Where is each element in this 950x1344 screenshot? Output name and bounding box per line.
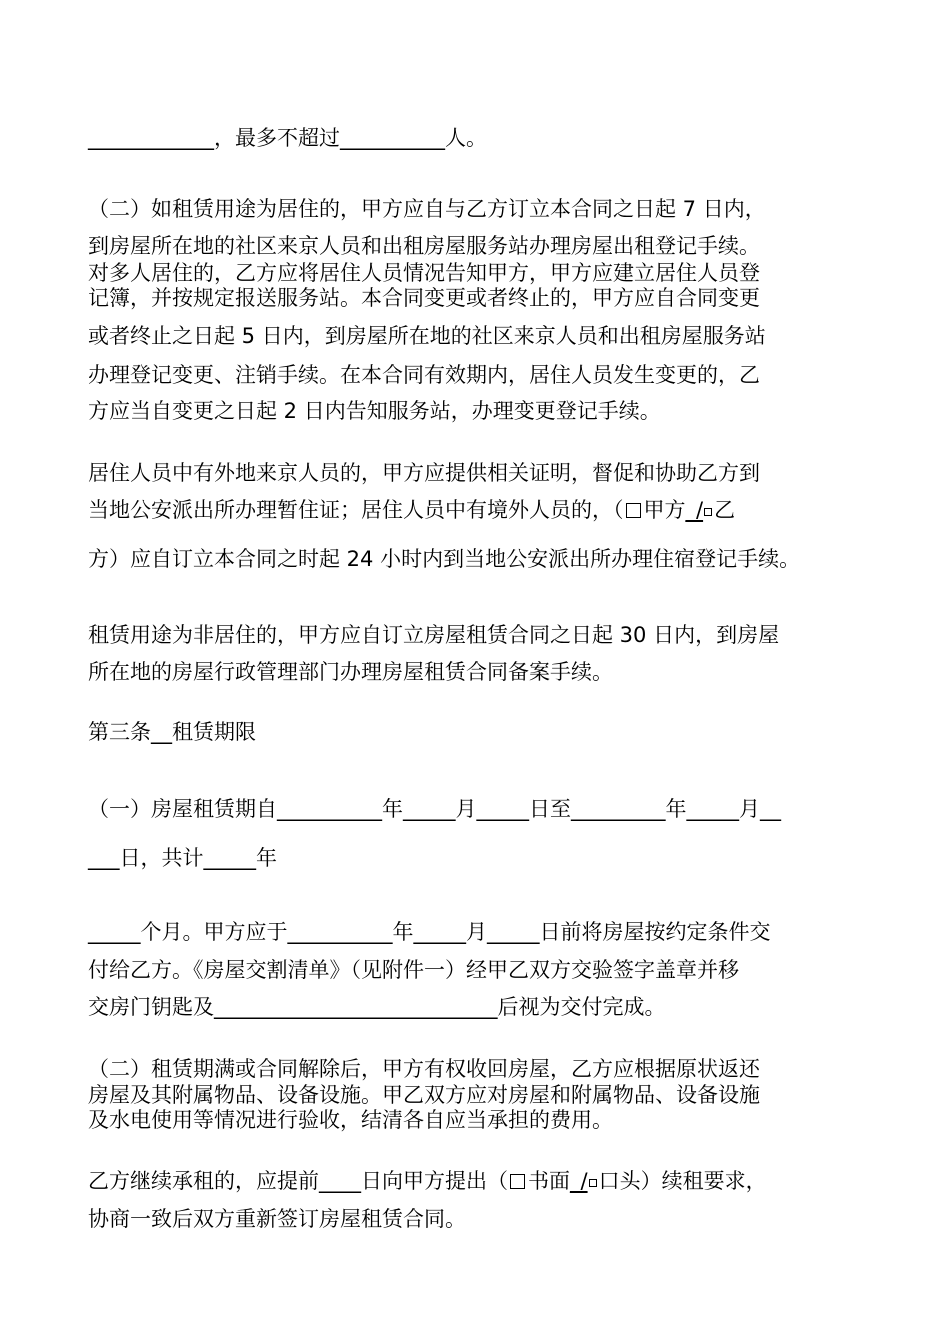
text-segment: 月 [739,797,760,821]
separator: _/ [685,498,704,522]
text-segment: 年 [665,797,687,821]
line-delivery-keys [88,993,666,1023]
blank-field[interactable]: _____ [686,797,739,821]
line-lease-period [88,795,781,825]
text-segment: 交房门钥匙及 [88,995,214,1019]
blank-field[interactable]: __________ [277,797,382,821]
paragraph-line: 对多人居住的，乙方应将居住人员情况告知甲方，甲方应建立居住人员登 [88,261,760,285]
article-heading [88,718,256,748]
blank-field[interactable]: __________ [287,920,393,944]
separator: _/ [570,1169,588,1193]
paragraph-line: （二）租赁期满或合同解除后，甲方有权收回房屋，乙方应根据原状返还 [88,1057,760,1081]
option-label: 口头 [598,1169,641,1193]
paragraph-line: 协商一致后双方重新签订房屋租赁合同。 [88,1207,466,1231]
checkbox-icon[interactable] [510,1174,525,1189]
blank-field[interactable]: ___ [88,846,120,870]
paragraph-line: 方应当自变更之日起 2 日内告知服务站，办理变更登记手续。 [88,399,661,423]
checkbox-icon[interactable] [626,503,641,518]
blank-field[interactable]: _____ [203,846,256,870]
text-segment: 日至 [529,797,571,821]
paragraph-line: 居住人员中有外地来京人员的，甲方应提供相关证明，督促和协助乙方到 [88,461,760,485]
paragraph-line: 方）应自订立本合同之时起 24 小时内到当地公安派出所办理住宿登记手续。 [88,547,801,571]
text-segment: 人。 [445,126,487,150]
blank-field[interactable]: __________ [340,126,445,150]
text-segment: 后视为交付完成。 [497,995,666,1019]
checkbox-icon[interactable] [704,508,712,516]
line-renewal [88,1167,767,1197]
text-segment: 乙方继续承租的，应提前 [88,1169,319,1193]
article-title: 租赁期限 [172,720,256,744]
line-lease-period-cont [88,844,277,874]
option-label: 书面 [528,1169,570,1193]
blank-field: __ [151,720,172,744]
blank-field[interactable]: _____ [476,797,529,821]
line-delivery [88,918,771,948]
article-number: 第三条 [88,720,151,744]
blank-field[interactable]: ____________ [88,126,214,150]
checkbox-icon[interactable] [589,1179,597,1187]
text-segment: 个月。甲方应于 [140,920,288,944]
paragraph-line: 及水电使用等情况进行验收，结清各自应当承担的费用。 [88,1108,613,1132]
blank-field[interactable]: _____ [413,920,466,944]
text-segment: 日向甲方提出（ [361,1169,508,1193]
line-registration-choice [88,496,735,526]
blank-field[interactable]: ____ [319,1169,361,1193]
paragraph-line: 租赁用途为非居住的，甲方应自订立房屋租赁合同之日起 30 日内，到房屋 [88,623,780,647]
text-segment: 年 [392,920,414,944]
paragraph-line: 所在地的房屋行政管理部门办理房屋租赁合同备案手续。 [88,660,613,684]
text-segment: ）续租要求， [640,1169,767,1193]
paragraph-line: （二）如租赁用途为居住的，甲方应自与乙方订立本合同之日起 7 日内， [88,197,766,221]
paragraph-line: 办理登记变更、注销手续。在本合同有效期内，居住人员发生变更的，乙 [88,363,760,387]
line-occupant-limit [88,124,487,154]
text-segment: ，最多不超过 [214,126,340,150]
blank-field[interactable]: ___________________________ [214,995,498,1019]
blank-field[interactable]: _____ [487,920,540,944]
option-label: 甲方 [643,498,686,522]
text-segment: （一）房屋租赁期自 [88,797,277,821]
text-segment: 月 [466,920,487,944]
blank-field[interactable]: _________ [571,797,666,821]
blank-field[interactable]: __ [760,797,781,821]
text-segment: 年 [256,846,277,870]
blank-field[interactable]: _____ [403,797,456,821]
text-segment: 年 [382,797,403,821]
paragraph-line: 记簿，并按规定报送服务站。本合同变更或者终止的，甲方应自合同变更 [88,286,760,310]
paragraph-line: 到房屋所在地的社区来京人员和出租房屋服务站办理房屋出租登记手续。 [88,234,760,258]
text-segment: 日，共计 [119,846,204,870]
paragraph-line: 付给乙方。《房屋交割清单》（见附件一）经甲乙双方交验签字盖章并移 [88,958,739,982]
option-label: 乙 [714,498,736,522]
text-segment: 日前将房屋按约定条件交 [539,920,771,944]
text-segment: 月 [455,797,477,821]
blank-field[interactable]: _____ [88,920,141,944]
paragraph-line: 或者终止之日起 5 日内，到房屋所在地的社区来京人员和出租房屋服务站 [88,324,766,348]
paragraph-line: 房屋及其附属物品、设备设施。甲乙双方应对房屋和附属物品、设备设施 [88,1083,760,1107]
text-segment: 当地公安派出所办理暂住证；居住人员中有境外人员的，（ [88,498,624,522]
